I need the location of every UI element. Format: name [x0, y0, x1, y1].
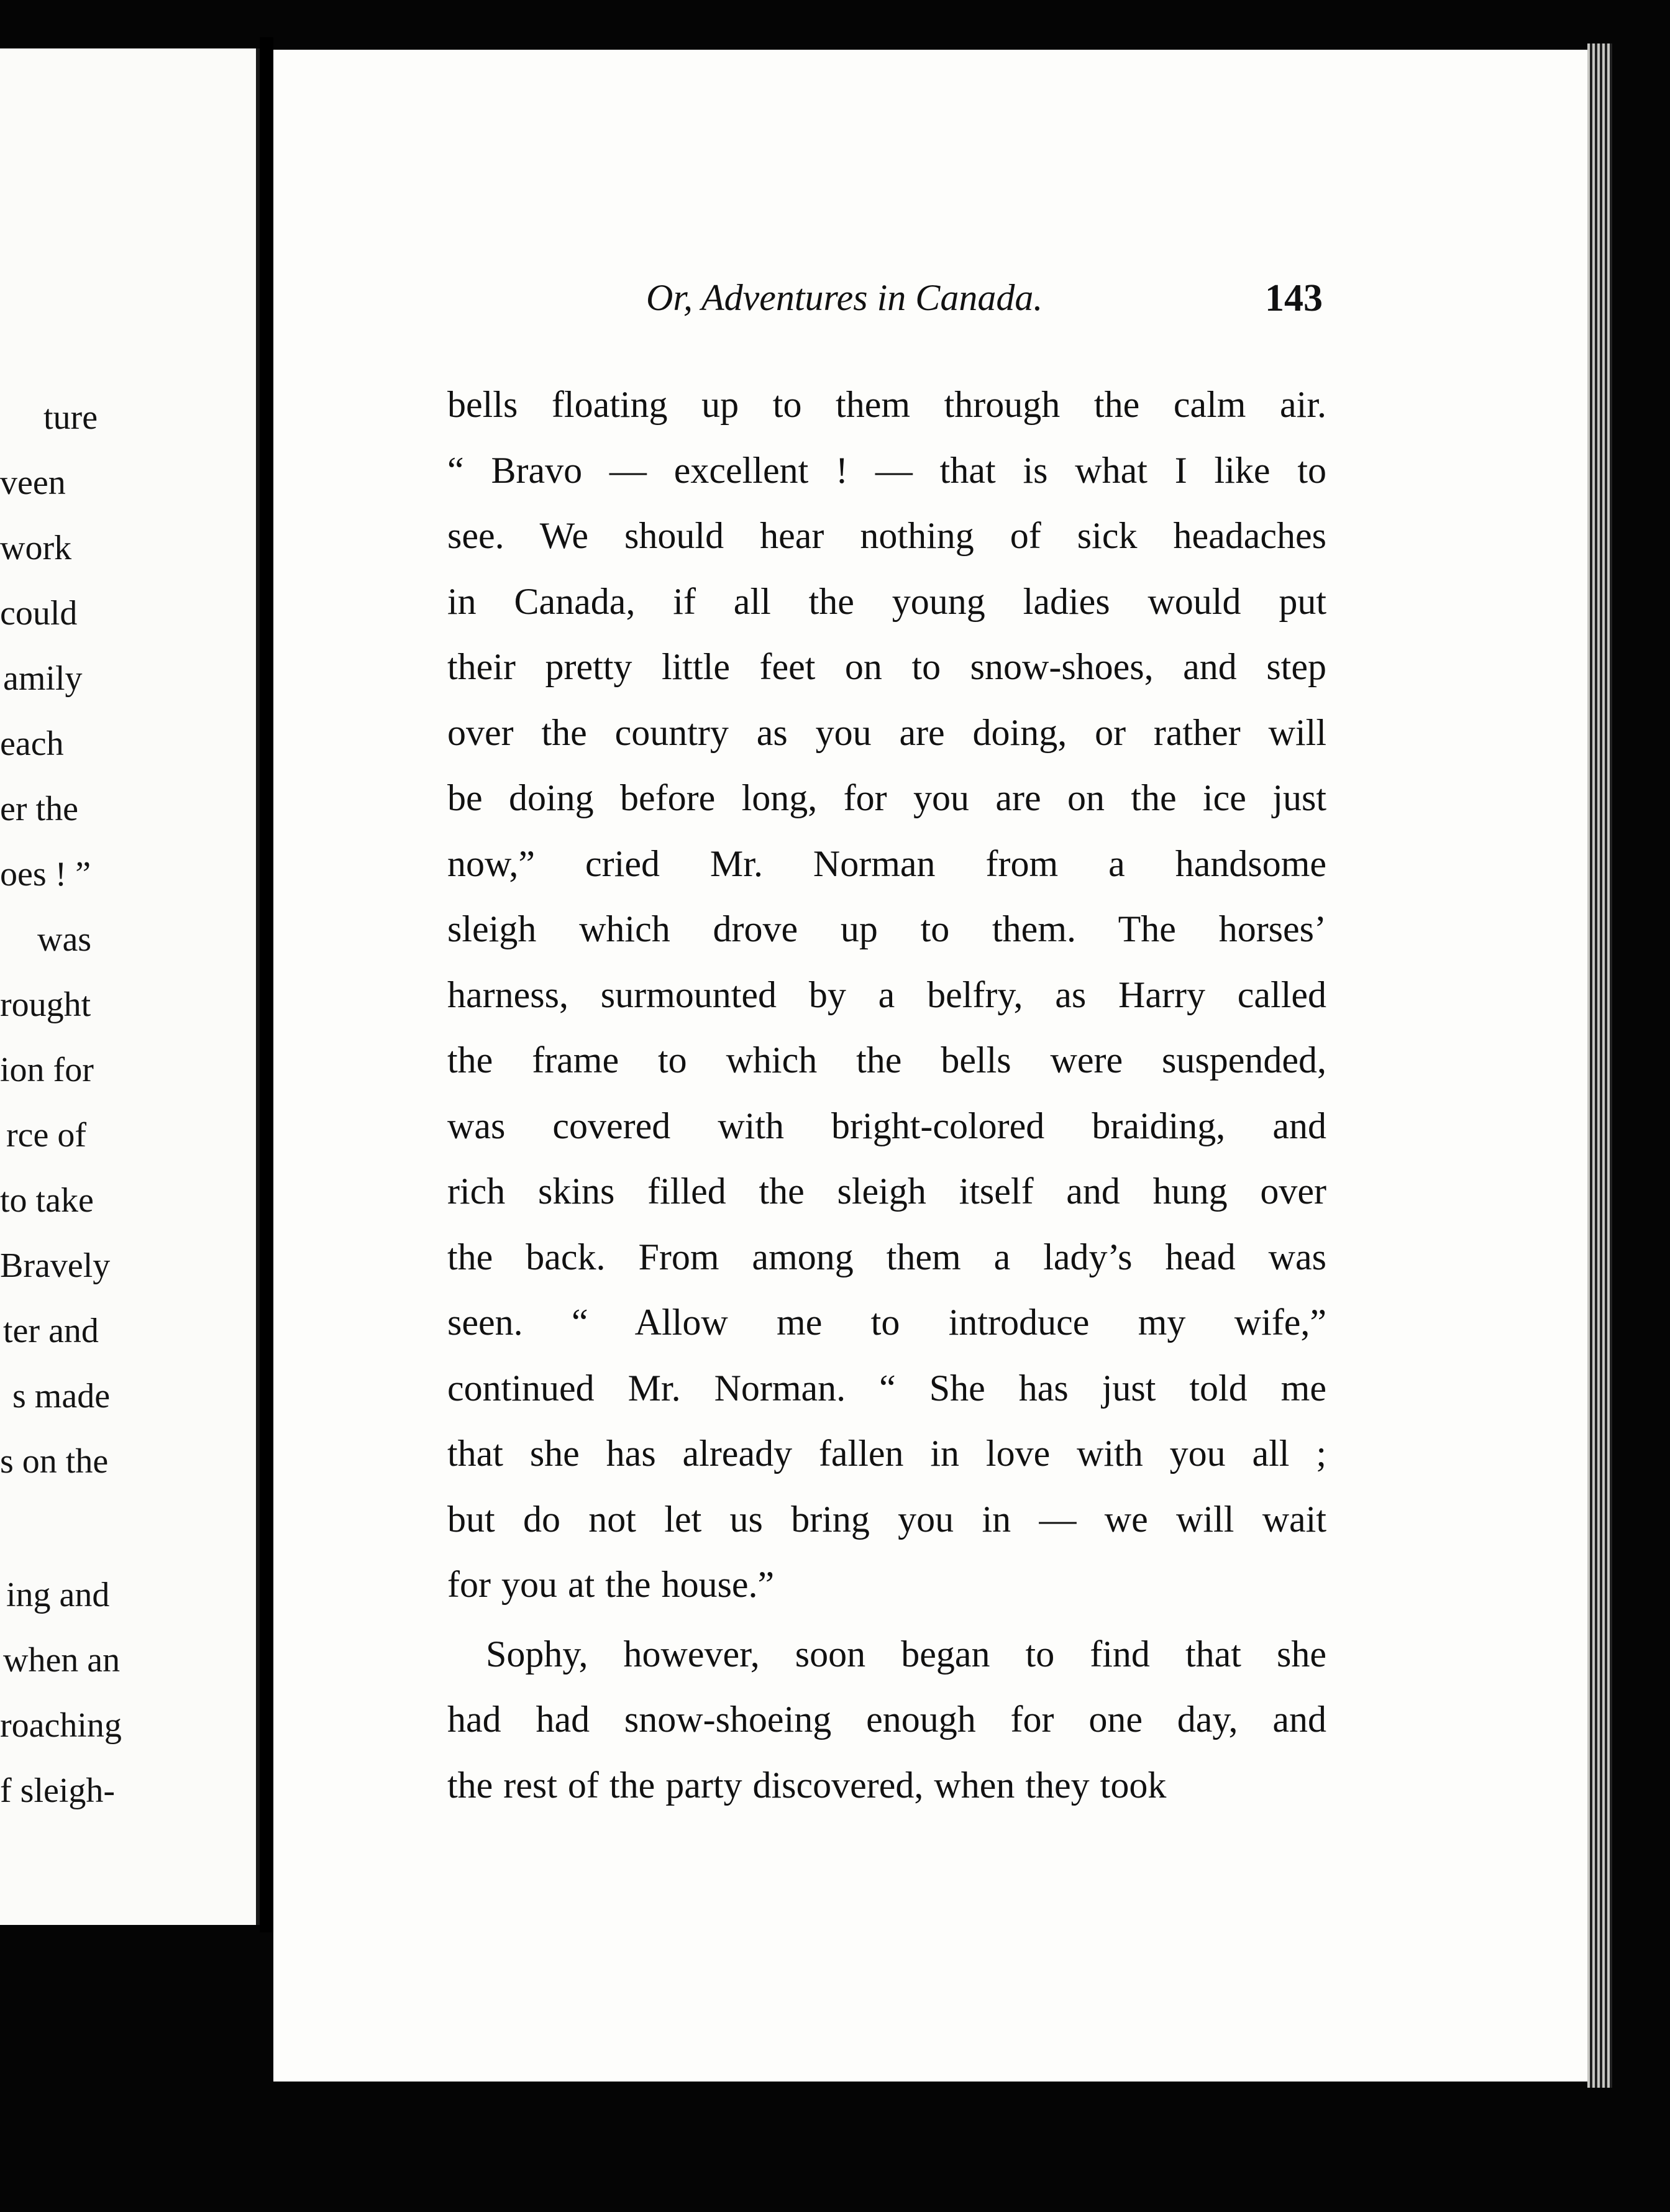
left-page-fragment: ing and — [6, 1576, 110, 1614]
book-gutter — [260, 37, 273, 1932]
left-page-fragment: oes ! ” — [0, 855, 91, 893]
left-page-fragment: was — [37, 920, 92, 959]
body-line: over the country as you are doing, or rather will — [447, 712, 1326, 753]
left-page-fragment: ter and — [3, 1312, 99, 1350]
body-line: rich skins filled the sleigh itself and hung over — [447, 1171, 1326, 1212]
body-line: be doing before long, for you are on the ice just — [447, 777, 1326, 818]
body-line: had had snow-shoeing enough for one day, and — [447, 1699, 1326, 1740]
body-line: the frame to which the bells were suspended, — [447, 1040, 1326, 1081]
body-line: now,” cried Mr. Norman from a handsome — [447, 843, 1326, 884]
body-line: their pretty little feet on to snow-shoes, and step — [447, 646, 1326, 687]
left-page-fragment: er the — [0, 790, 78, 828]
body-line: the rest of the party discovered, when they took — [447, 1765, 1167, 1806]
left-page-fragment: each — [0, 724, 64, 763]
left-page-fragment: work — [0, 529, 72, 567]
body-line: “ Bravo — excellent ! — that is what I like to — [447, 450, 1326, 491]
left-page-fragment: veen — [0, 464, 66, 502]
body-line: that she has already fallen in love with you all ; — [447, 1433, 1326, 1474]
left-page-fragment: s on the — [0, 1442, 109, 1481]
body-line: Sophy, however, soon began to find that she — [486, 1634, 1326, 1675]
body-line: sleigh which drove up to them. The horses’ — [447, 908, 1326, 949]
body-line: but do not let us bring you in — we will wait — [447, 1499, 1326, 1540]
left-page-fragment: to take — [0, 1181, 94, 1220]
left-page-fragment: rought — [0, 985, 91, 1024]
body-line: bells floating up to them through the calm air. — [447, 384, 1326, 425]
left-page-fragment: Bravely — [0, 1246, 111, 1285]
body-line: harness, surmounted by a belfry, as Harry called — [447, 974, 1326, 1015]
body-line: see. We should hear nothing of sick headaches — [447, 515, 1326, 556]
left-page-fragment: rce of — [6, 1116, 87, 1154]
body-line: seen. “ Allow me to introduce my wife,” — [447, 1302, 1326, 1343]
left-page-fragment: when an — [3, 1641, 121, 1680]
body-line: in Canada, if all the young ladies would put — [447, 581, 1326, 622]
body-line: continued Mr. Norman. “ She has just told me — [447, 1368, 1326, 1409]
left-page-fragment: amily — [3, 659, 83, 698]
left-page-fragment: s made — [12, 1377, 111, 1415]
left-page-fragment: ion for — [0, 1051, 94, 1089]
left-page-fragment: ture — [43, 398, 98, 437]
page-edges — [1587, 43, 1612, 2088]
left-page-fragment: could — [0, 594, 78, 633]
body-line: for you at the house.” — [447, 1564, 775, 1605]
left-page-fragment: f sleigh- — [0, 1771, 116, 1810]
left-page-fragment: roaching — [0, 1706, 122, 1745]
page-number: 143 — [1265, 277, 1323, 319]
body-line: the back. From among them a lady’s head was — [447, 1236, 1326, 1277]
running-head: Or, Adventures in Canada. — [646, 277, 1043, 318]
body-line: was covered with bright-colored braiding, and — [447, 1105, 1326, 1146]
